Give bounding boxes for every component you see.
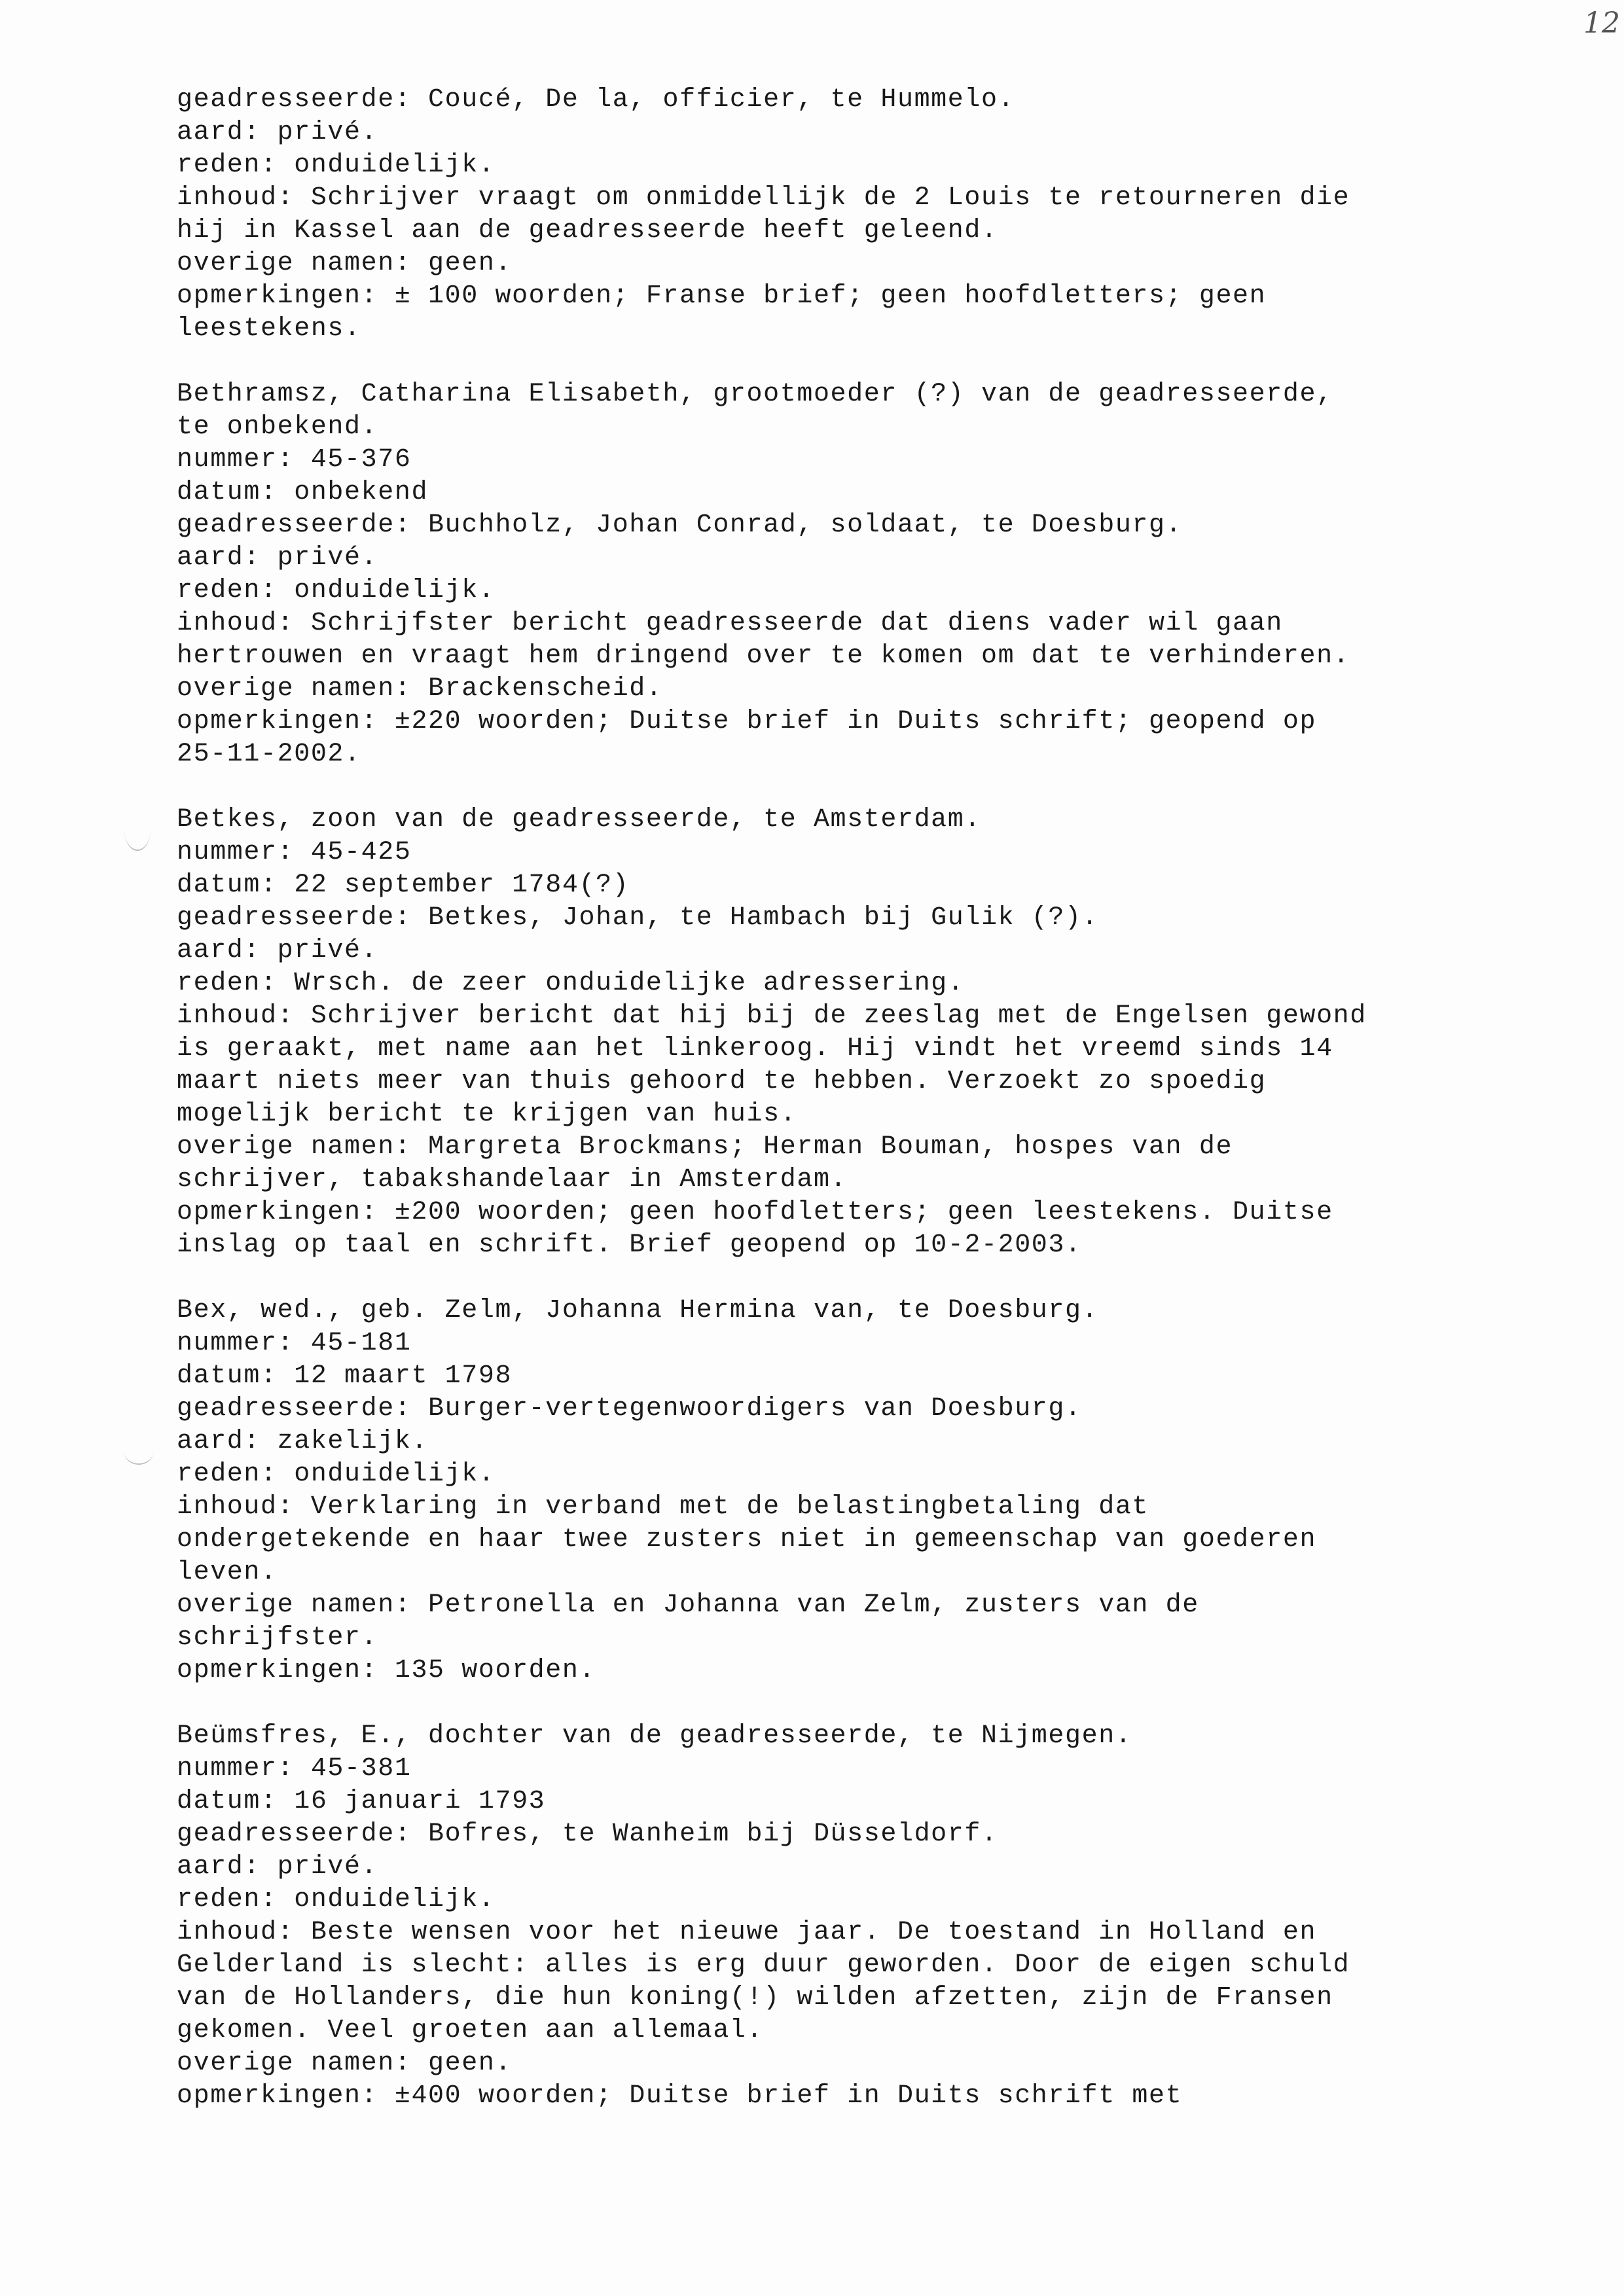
entry-line: aard: privé. <box>177 1852 378 1882</box>
entry-line: datum: 16 januari 1793 <box>177 1787 546 1816</box>
entry-line: inslag op taal en schrift. Brief geopend op 10-2-2003. <box>177 1230 1082 1260</box>
entry-line: leestekens. <box>177 314 361 344</box>
entry-line: aard: privé. <box>177 543 378 573</box>
entry-line: geadresseerde: Burger-vertegenwoordigers van Doesburg. <box>177 1394 1082 1424</box>
entry-line: geadresseerde: Betkes, Johan, te Hambach bij Gulik (?). <box>177 903 1099 933</box>
entry-line: reden: onduidelijk. <box>177 1885 496 1914</box>
entry-line: mogelijk bericht te krijgen van huis. <box>177 1100 797 1129</box>
entry-line: nummer: 45-181 <box>177 1329 412 1358</box>
entry-line: schrijfster. <box>177 1623 378 1653</box>
entry-line: 25-11-2002. <box>177 740 361 769</box>
entry-line: gekomen. Veel groeten aan allemaal. <box>177 2016 764 2045</box>
entry-line: Bethramsz, Catharina Elisabeth, grootmoeder (?) van de geadresseerde, <box>177 380 1333 409</box>
entry-line: inhoud: Verklaring in verband met de belastingbetaling dat <box>177 1492 1149 1522</box>
entry-line: maart niets meer van thuis gehoord te hebben. Verzoekt zo spoedig <box>177 1067 1267 1096</box>
entry-line: inhoud: Beste wensen voor het nieuwe jaar. De toestand in Holland en <box>177 1918 1317 1947</box>
entry-line: reden: onduidelijk. <box>177 576 496 605</box>
entry-line: te onbekend. <box>177 412 378 442</box>
entry-line: opmerkingen: ±200 woorden; geen hoofdletters; geen leestekens. Duitse <box>177 1198 1333 1227</box>
entry-line: is geraakt, met name aan het linkeroog. Hij vindt het vreemd sinds 14 <box>177 1034 1333 1064</box>
entry-line: inhoud: Schrijver bericht dat hij bij de zeeslag met de Engelsen gewond <box>177 1001 1367 1031</box>
entry-line: inhoud: Schrijver vraagt om onmiddellijk de 2 Louis te retourneren die <box>177 183 1350 213</box>
entry-line: reden: Wrsch. de zeer onduidelijke adressering. <box>177 969 965 998</box>
entry-line: leven. <box>177 1558 278 1587</box>
entry-line: geadresseerde: Bofres, te Wanheim bij Düsseldorf. <box>177 1820 998 1849</box>
register-entry <box>177 1295 1486 1687</box>
entry-line: schrijver, tabakshandelaar in Amsterdam. <box>177 1165 848 1194</box>
entry-line: reden: onduidelijk. <box>177 151 496 180</box>
page-number: 12 <box>1583 7 1620 40</box>
entry-line: overige namen: geen. <box>177 249 513 278</box>
entry-line: nummer: 45-425 <box>177 838 412 867</box>
entry-line: Gelderland is slecht: alles is erg duur geworden. Door de eigen schuld <box>177 1950 1350 1980</box>
entry-line: opmerkingen: ±400 woorden; Duitse brief in Duits schrift met <box>177 2081 1183 2111</box>
entry-line: geadresseerde: Coucé, De la, officier, te Hummelo. <box>177 85 1015 115</box>
entry-line: hertrouwen en vraagt hem dringend over te komen om dat te verhinderen. <box>177 641 1350 671</box>
entry-line: datum: 22 september 1784(?) <box>177 870 630 900</box>
scan-mark <box>124 809 151 851</box>
register-entry <box>177 378 1486 771</box>
entry-line: reden: onduidelijk. <box>177 1460 496 1489</box>
entry-line: Betkes, zoon van de geadresseerde, te Amsterdam. <box>177 805 981 834</box>
letter-register-list <box>177 84 1486 2145</box>
entry-line: overige namen: Brackenscheid. <box>177 674 663 704</box>
register-entry <box>177 84 1486 346</box>
scan-mark <box>124 1440 153 1465</box>
entry-line: Beümsfres, E., dochter van de geadresseerde, te Nijmegen. <box>177 1721 1132 1751</box>
entry-line: geadresseerde: Buchholz, Johan Conrad, soldaat, te Doesburg. <box>177 511 1183 540</box>
entry-line: aard: privé. <box>177 118 378 147</box>
entry-line: opmerkingen: ±220 woorden; Duitse brief in Duits schrift; geopend op <box>177 707 1317 736</box>
entry-line: ondergetekende en haar twee zusters niet in gemeenschap van goederen <box>177 1525 1317 1554</box>
entry-line: aard: privé. <box>177 936 378 965</box>
entry-line: opmerkingen: 135 woorden. <box>177 1656 596 1685</box>
entry-line: overige namen: Margreta Brockmans; Herman Bouman, hospes van de <box>177 1132 1233 1162</box>
entry-line: nummer: 45-381 <box>177 1754 412 1784</box>
entry-line: hij in Kassel aan de geadresseerde heeft geleend. <box>177 216 998 245</box>
register-entry <box>177 804 1486 1262</box>
entry-line: inhoud: Schrijfster bericht geadresseerde dat diens vader wil gaan <box>177 609 1283 638</box>
entry-line: datum: 12 maart 1798 <box>177 1361 513 1391</box>
entry-line: aard: zakelijk. <box>177 1427 429 1456</box>
entry-line: van de Hollanders, die hun koning(!) wilden afzetten, zijn de Fransen <box>177 1983 1333 2013</box>
entry-line: datum: onbekend <box>177 478 429 507</box>
entry-line: overige namen: geen. <box>177 2049 513 2078</box>
entry-line: overige namen: Petronella en Johanna van Zelm, zusters van de <box>177 1590 1199 1620</box>
entry-line: nummer: 45-376 <box>177 445 412 475</box>
entry-line: opmerkingen: ± 100 woorden; Franse brief; geen hoofdletters; geen <box>177 281 1267 311</box>
entry-line: Bex, wed., geb. Zelm, Johanna Hermina van, te Doesburg. <box>177 1296 1099 1325</box>
register-entry <box>177 1720 1486 2113</box>
